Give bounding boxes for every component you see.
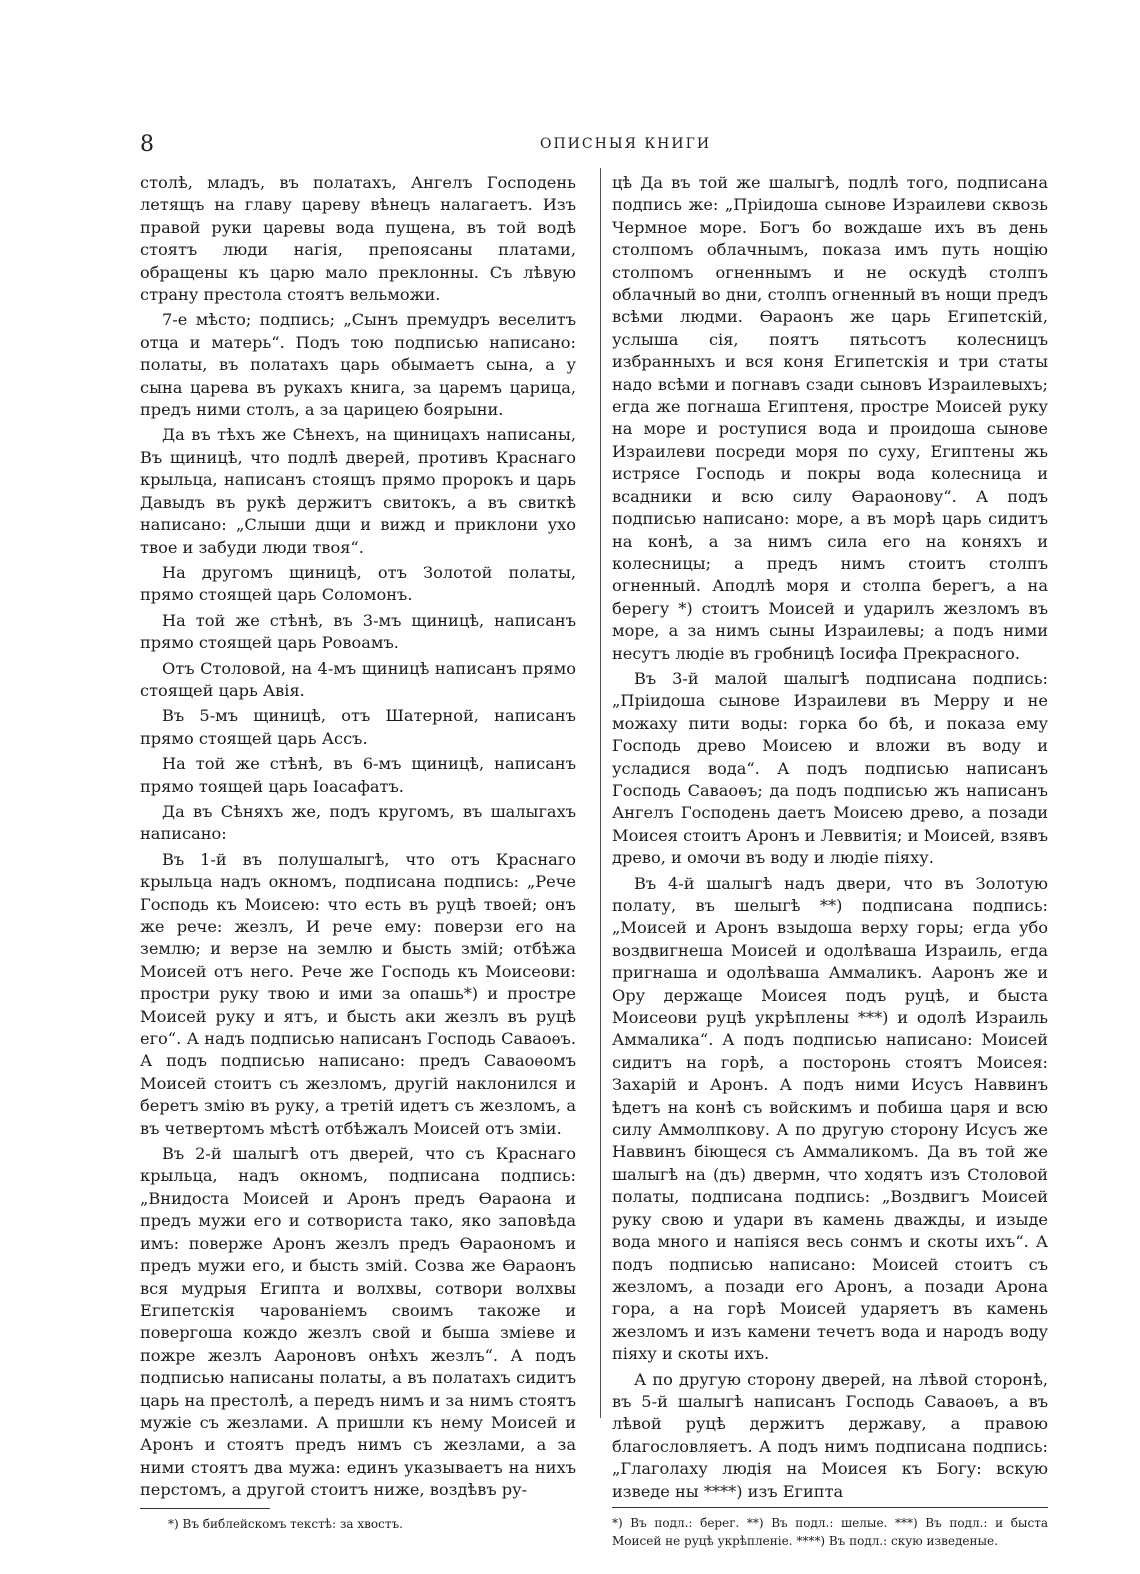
page-number: 8 — [140, 132, 154, 157]
left-paragraph: Въ 1-й въ полушалыгѣ, что отъ Краснаго крыльца надъ окномъ, подписана подпись: „Рече Господь къ Моисею: что есть въ руцѣ твоей; онъ же рече: жезлъ, И рече ему: поверзи его на землю; и верзе на землю и бысть змій; отбѣжа Моисей отъ него. Рече же Господь къ Моисеови: простри руку твою и ими за опашь*) и простре Моисей руку и ятъ, и бысть аки жезлъ въ руцѣ его“. А надъ подписью написанъ Господь Саваоѳъ. А подъ подписью написано: предъ Саваоѳомъ Моисей стоитъ съ жезломъ, другій наклонился и беретъ змію въ руку, а третій идетъ съ жезломъ, а въ четвертомъ мѣстѣ отбѣжалъ Моисей отъ зміи. — [140, 849, 576, 1138]
left-paragraph: Въ 5-мъ щиницѣ, отъ Шатерной, написанъ прямо стоящей царь Ассъ. — [140, 706, 576, 748]
left-paragraph: Въ 2-й шалыгѣ отъ дверей, что съ Краснаго крыльца, надъ окномъ, подписана подпись: „Внидоста Моисей и Аронъ предъ Ѳараона и предъ мужи его и сотвориста тако, яко заповѣда имъ: поверже Аронъ жезлъ предъ Ѳараономъ и предъ мужи его, и бысть змій. Созва же Ѳараонъ вся мудрыя Египта и волхвы, сотвори волхвы Египетскія чарованіемъ своимъ такоже и повергоша кождо жезлъ свой и быша зміеве и пожре жезлъ Аароновъ онѣхъ жезлъ“. А подъ подписью написаны полаты, а въ полатахъ сидитъ царь на престолѣ, а передъ нимъ и за нимъ стоятъ мужіе съ жезлами. А пришли къ нему Моисей и Аронъ и стоятъ предъ нимъ съ жезлами, а за ними стоятъ два мужа: единъ указываетъ на нихъ перстомъ, а другой стоитъ ниже, воздѣвъ ру- — [140, 1144, 576, 1500]
left-paragraph: На другомъ щиницѣ, отъ Золотой полаты, прямо стоящей царь Соломонъ. — [140, 562, 576, 605]
left-paragraph: столѣ, младъ, въ полатахъ, Ангелъ Господень летящъ на главу цареву вѣнецъ налагаетъ. Изъ правой руки царевы вода пущена, въ той водѣ стоятъ люди нагія, препоясаны платами, обращены къ царю мало преклонны. Съ лѣвую страну престола стоятъ вельможи. — [140, 173, 576, 305]
footnote-rule — [612, 1507, 1048, 1508]
right-paragraph: А по другую сторону дверей, на лѣвой сторонѣ, въ 5-й шалыгѣ написанъ Господь Саваоѳъ, а въ лѣвой руцѣ держитъ державу, а правою благословляетъ. А подъ нимъ подписана подпись: „Глаголаху людія на Моисея къ Богу: вскую изведе ны ****) изъ Египта — [612, 1369, 1048, 1501]
left-paragraph: На той же стѣнѣ, въ 3-мъ щиницѣ, написанъ прямо стоящей царь Ровоамъ. — [140, 610, 576, 653]
left-paragraph: 7-е мѣсто; подпись; „Сынъ премудръ веселитъ отца и матерь“. Подъ тою подписью написано: полаты, въ полатахъ царь обымаетъ сына, а у сына царева въ рукахъ книга, за царемъ царица, предъ ними столъ, а за царицею боярыни. — [140, 310, 576, 420]
right-paragraph: Въ 3-й малой шалыгѣ подписана подпись: „Пріидоша сынове Израилеви въ Мерру и не можаху пити воды: горка бо бѣ, и показа ему Господь древо Моисею и вложи въ воду и усладися вода“. А подъ подписью написанъ Господь Саваоѳъ; да подъ подписью жъ написанъ Ангелъ Господень даетъ Моисею древо, а позади Моисея стоитъ Аронъ и Леввитія; и Моисей, взявъ древо, и омочи въ воду и людіе піяху. — [612, 668, 1048, 868]
left-paragraph: Да въ тѣхъ же Сѣнехъ, на щиницахъ написаны, Въ щиницѣ, что подлѣ дверей, противъ Краснаго крыльца, написанъ стоящъ прямо пророкъ и царь Давыдъ въ рукѣ держитъ свитокъ, а въ свиткѣ написано: „Слыши дщи и вижд и приклони ухо твое и забуди люди твоя“. — [140, 425, 576, 557]
footnote-rule — [140, 1508, 270, 1509]
right-paragraph: цѣ Да въ той же шалыгѣ, подлѣ того, подписана подпись же: „Пріидоша сынове Израилеви сквозь Чермное море. Богъ бо вождаше ихъ въ день столпомъ облачнымъ, показа имъ путь нощію столпомъ огненнымъ и не оскудѣ столпъ облачный во дни, столпъ огненный въ нощи предъ всѣми людми. Ѳараонъ же царь Египетскій, услыша сія, поятъ пятьсотъ колесницъ избранныхъ и вся коня Египетскія и три статы надо всѣми и погнавъ сзади сыновъ Израилевыхъ; егда же погнаша Египтеня, простре Моисей руку на море и роступися вода и проидоша сынове Израилеви посреди моря по суху, Египтены жь истрясе Господь и покры вода колесница и всадники и всю силу Ѳараонову“. А подъ подписью написано: море, а въ морѣ царь сидитъ на конѣ, а за нимъ сила его на коняхъ и колесницы; а предъ нимъ стоитъ столпъ огненный. Аподлѣ моря и столпа берегъ, а на берегу *) стоитъ Моисей и ударилъ жезломъ въ море, а за нимъ сыны Израилевы; а подъ ними несутъ людіе въ гробницѣ Іосифа Прекрасного. — [612, 173, 1048, 663]
footnote: *) Въ библейскомъ текстѣ: за хвостъ. — [168, 1516, 403, 1531]
left-column — [140, 172, 576, 1533]
column-divider — [600, 168, 601, 1418]
left-paragraph: На той же стѣнѣ, въ 6-мъ щиницѣ, написанъ прямо тоящей царь Іоасафатъ. — [140, 754, 576, 796]
running-title: ОПИСНЫЯ КНИГИ — [540, 136, 712, 152]
footnote: *) Въ подл.: берег. **) Въ подл.: шелые. ***) Въ подл.: и быста Моисей не руцѣ укрѣпленіе. ****) Въ подл.: скую изведеные. — [612, 1515, 1048, 1548]
left-paragraph: Отъ Столовой, на 4-мъ щиницѣ написанъ прямо стоящей царь Авія. — [140, 658, 576, 700]
right-paragraph: Въ 4-й шалыгѣ надъ двери, что въ Золотую полату, въ шелыгѣ **) подписана подпись: „Моисей и Аронъ взыдоша верху горы; егда убо воздвигнеша Моисей и одолѣваша Израиль, егда пригнаша и одолѣваша Аммаликъ. Ааронъ же и Ору держаще Моисея подъ руцѣ, и быста Моисеови руцѣ укрѣплены ***) и одолѣ Израиль Аммалика“. А подъ подписью написано: Моисей сидитъ на горѣ, а посторонь стоятъ Моисея: Захарій и Аронъ. А подъ ними Исусъ Наввинъ ѣдетъ на конѣ съ войскимъ и побиша царя и всю силу Аммолпкову. А по другую сторону Исусъ же Наввинъ біющеся съ Аммаликомъ. Да въ той же шалыгѣ на (дъ) двермн, что ходятъ изъ Столовой полаты, подписана подпись: „Воздвигъ Моисей руку свою и удари въ камень дважды, и изыде вода много и напіяся весь сонмъ и скоты ихъ“. А подъ подписью написано: Моисей стоитъ съ жезломъ, а позади его Аронъ, а позади Арона гора, а на горѣ Моисей ударяетъ въ камень жезломъ и изъ камени течетъ вода и народъ воду піяху и скоты ихъ. — [612, 873, 1048, 1364]
right-column — [612, 172, 1048, 1550]
left-paragraph: Да въ Сѣняхъ же, подъ кругомъ, въ шалыгахъ написано: — [140, 801, 576, 844]
